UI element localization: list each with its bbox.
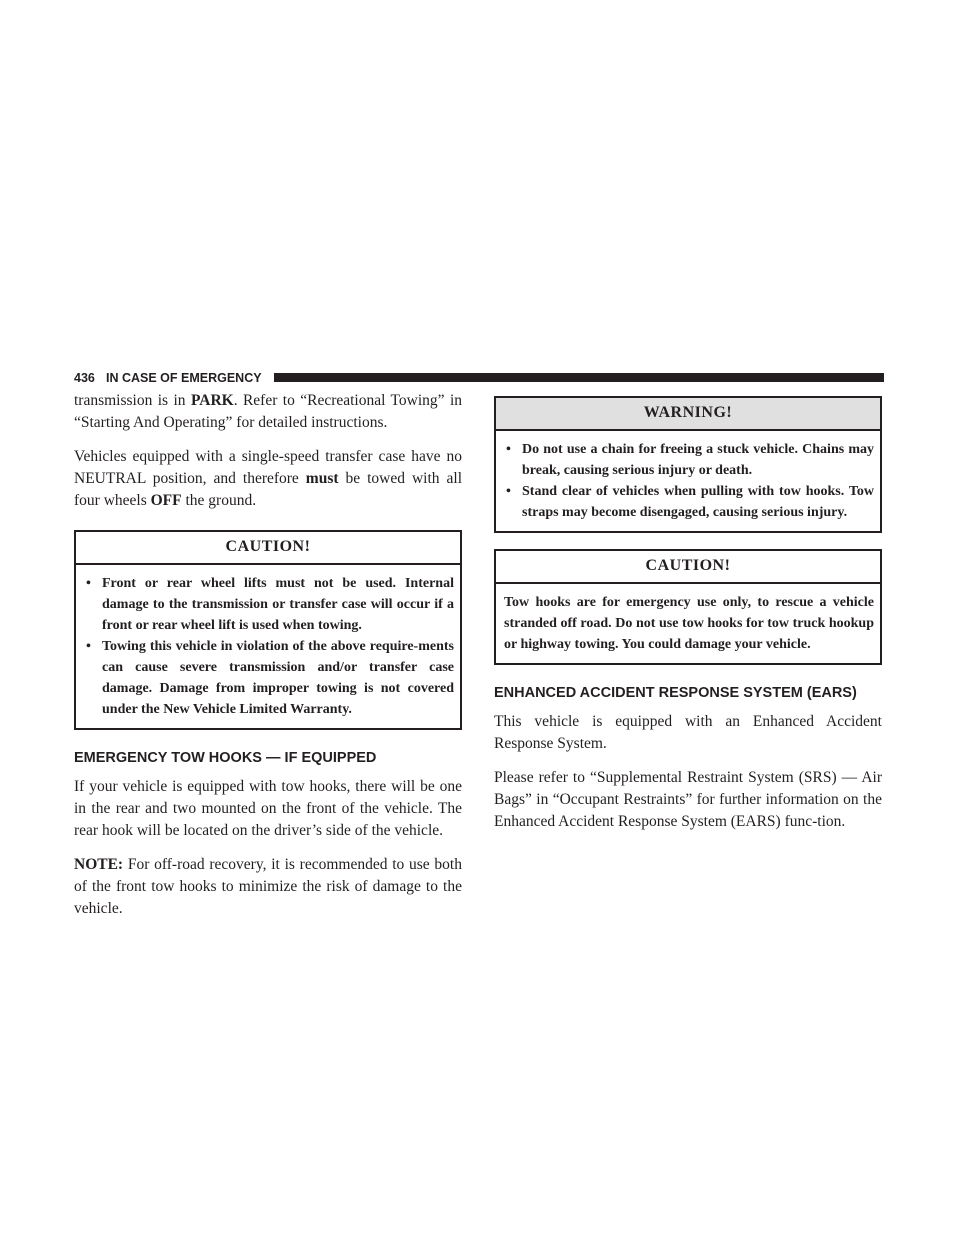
section-title: IN CASE OF EMERGENCY bbox=[106, 371, 262, 385]
off-term: OFF bbox=[150, 492, 182, 509]
park-term: PARK bbox=[190, 392, 234, 409]
list-item: • Stand clear of vehicles when pulling with tow hooks. Tow straps may become disengaged, causing serious injury. bbox=[504, 481, 874, 523]
must-term: must bbox=[305, 470, 339, 487]
bullet-icon: • bbox=[86, 576, 91, 591]
caution-list bbox=[84, 573, 454, 720]
paragraph-single-speed: Vehicles equipped with a single-speed transfer case have no NEUTRAL position, and therefore must be towed with all four wheels OFF the ground. bbox=[74, 448, 462, 509]
paragraph-ears-intro: This vehicle is equipped with an Enhanced Accident Response System. bbox=[494, 713, 882, 752]
note-label: NOTE: bbox=[74, 856, 124, 873]
caution-title: CAUTION! bbox=[496, 551, 880, 584]
warning-box bbox=[494, 396, 882, 533]
warning-list bbox=[504, 439, 874, 523]
bullet-icon: • bbox=[506, 484, 511, 499]
caution-box-wheel-lifts bbox=[74, 530, 462, 730]
bullet-icon: • bbox=[506, 442, 511, 457]
section-heading-ears: ENHANCED ACCIDENT RESPONSE SYSTEM (EARS) bbox=[494, 685, 857, 701]
note-paragraph: NOTE: For off-road recovery, it is recommended to use both of the front tow hooks to minimize the risk of damage to the vehicle. bbox=[74, 856, 462, 917]
paragraph-transmission-park: transmission is in PARK. Refer to “Recreational Towing” in “Starting And Operating” for detailed instructions. bbox=[74, 392, 462, 431]
page-number: 436 bbox=[74, 371, 95, 385]
paragraph-tow-hooks: If your vehicle is equipped with tow hooks, there will be one in the rear and two mounted on the front of the vehicle. The rear hook will be located on the driver’s side of the vehicle. bbox=[74, 778, 462, 839]
list-item: • Do not use a chain for freeing a stuck vehicle. Chains may break, causing serious injury or death. bbox=[504, 439, 874, 481]
paragraph-ears-refer: Please refer to “Supplemental Restraint System (SRS) — Air Bags” in “Occupant Restraints” for further information on the Enhanced Accident Response System (EARS) func-tion. bbox=[494, 769, 882, 830]
bullet-icon: • bbox=[86, 639, 91, 654]
list-item: • Front or rear wheel lifts must not be used. Internal damage to the transmission or transfer case will occur if a front or rear wheel lift is used when towing. bbox=[84, 573, 454, 636]
caution-text: Tow hooks are for emergency use only, to rescue a vehicle stranded off road. Do not use tow hooks for tow truck hookup or highway towing. You could damage your vehicle. bbox=[504, 595, 874, 652]
right-column bbox=[494, 390, 882, 845]
header-rule bbox=[274, 373, 884, 382]
left-column bbox=[74, 390, 462, 932]
caution-box-tow-hooks bbox=[494, 549, 882, 665]
caution-title: CAUTION! bbox=[76, 532, 460, 565]
warning-title: WARNING! bbox=[496, 398, 880, 431]
section-heading-tow-hooks: EMERGENCY TOW HOOKS — IF EQUIPPED bbox=[74, 750, 377, 766]
list-item: • Towing this vehicle in violation of the above require-ments can cause severe transmission and/or transfer case damage. Damage from improper towing is not covered under the New Vehicle Limited Warranty. bbox=[84, 636, 454, 720]
page-header bbox=[74, 370, 884, 386]
